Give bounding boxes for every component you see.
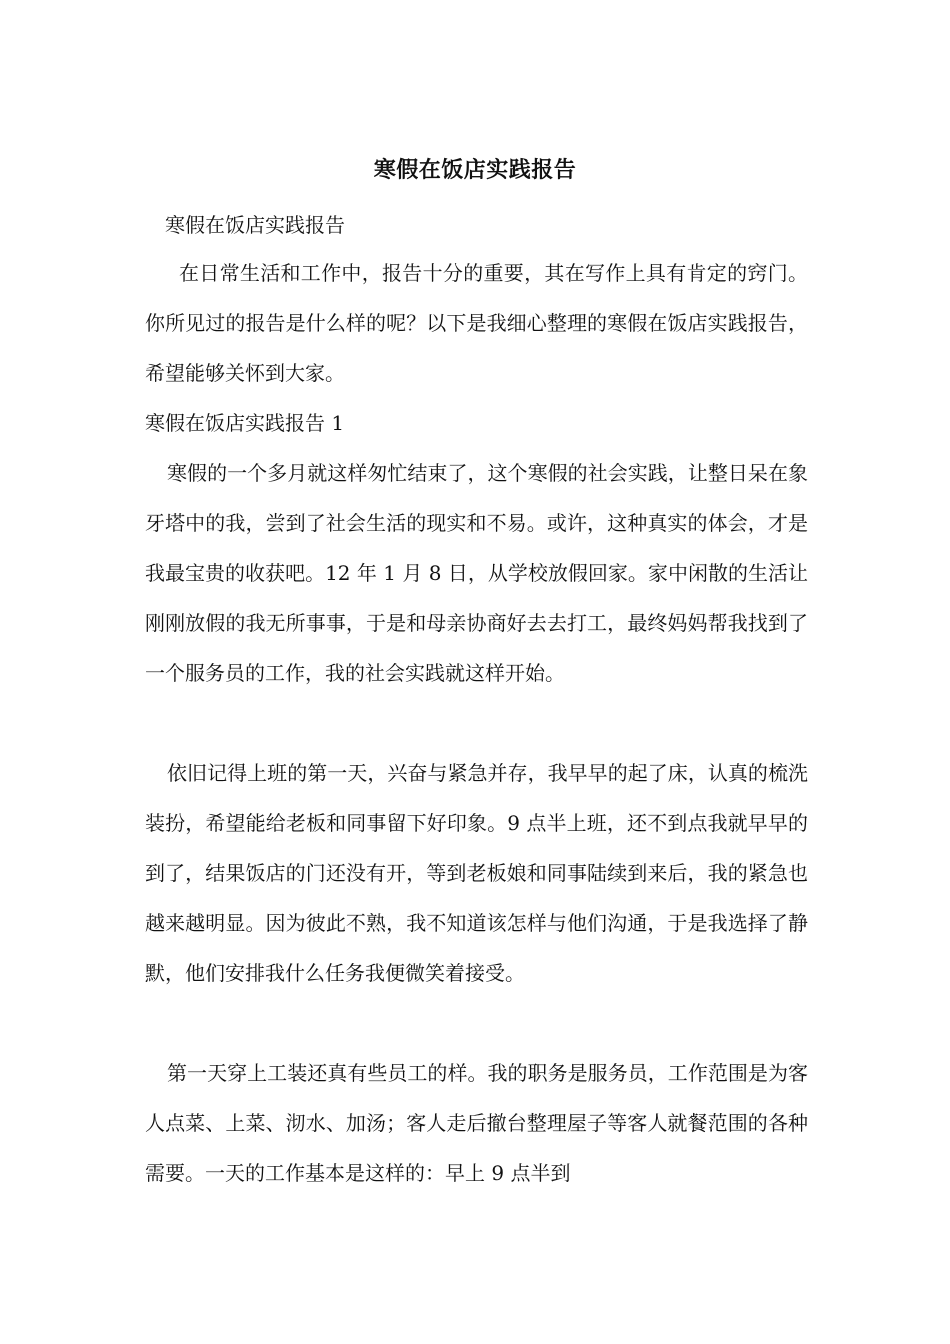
section-heading: 寒假在饭店实践报告 1 (145, 411, 345, 435)
intro-paragraph: 在日常生活和工作中，报告十分的重要，其在写作上具有肯定的窍门。你所见过的报告是什么样的呢？以下是我细心整理的寒假在饭店实践报告，希望能够关怀到大家。 (145, 261, 808, 385)
body-paragraph-1: 寒假的一个多月就这样匆忙结束了，这个寒假的社会实践，让整日呆在象牙塔中的我，尝到了社会生活的现实和不易。或许，这种真实的体会，才是我最宝贵的收获吧。12 年 1 月 8 日，从学校放假回家。家中闲散的生活让刚刚放假的我无所事事，于是和母亲协商好去去打工，最终妈妈帮我找到了一个服务员的工作，我的社会实践就这样开始。 (145, 461, 808, 685)
document-subtitle: 寒假在饭店实践报告 (165, 213, 345, 237)
document-title: 寒假在饭店实践报告 (373, 157, 577, 183)
body-paragraph-2: 依旧记得上班的第一天，兴奋与紧急并存，我早早的起了床，认真的梳洗装扮，希望能给老板和同事留下好印象。9 点半上班，还不到点我就早早的到了，结果饭店的门还没有开，等到老板娘和同事陆续到来后，我的紧急也越来越明显。因为彼此不熟，我不知道该怎样与他们沟通，于是我选择了静默，他们安排我什么任务我便微笑着接受。 (145, 761, 808, 985)
body-paragraph-3: 第一天穿上工装还真有些员工的样。我的职务是服务员，工作范围是为客人点菜、上菜、沏水、加汤；客人走后撤台整理屋子等客人就餐范围的各种需要。一天的工作基本是这样的：早上 9 点半到 (145, 1061, 808, 1185)
